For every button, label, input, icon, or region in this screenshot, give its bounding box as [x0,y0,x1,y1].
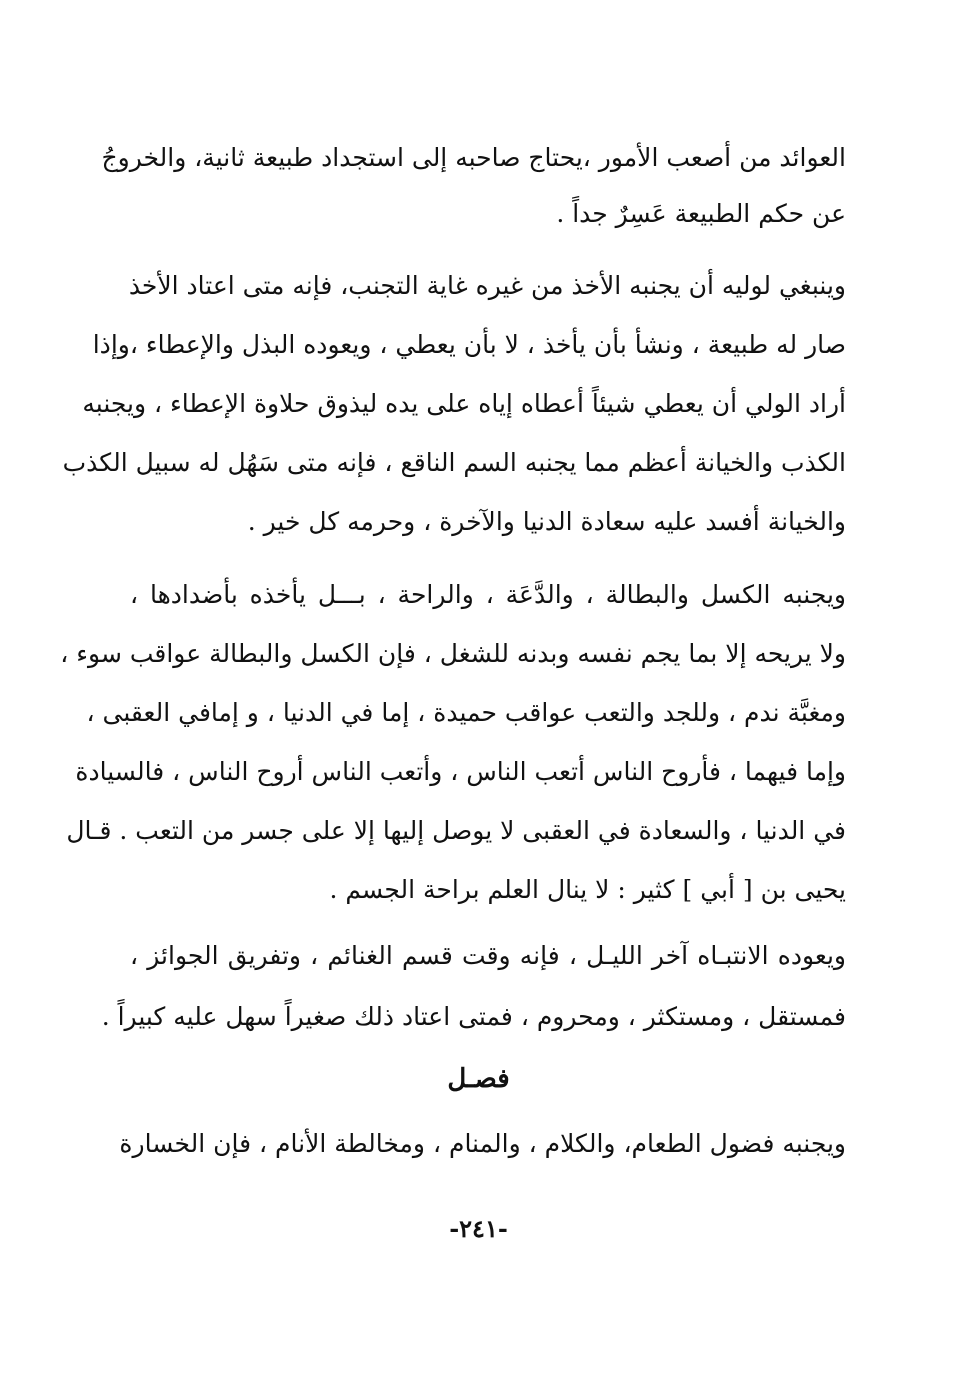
paragraph-2 [62,266,846,546]
paragraph-1 [101,138,846,228]
text-line: ومغبَّة ندم ، وللجد والتعب عواقب حميدة ، إما في الدنيا ، و إمافي العقبى ، [86,698,846,727]
paragraph-3 [60,575,846,915]
paragraph-4 [101,936,846,1036]
text-line: في الدنيا ، والسعادة في العقبى لا يوصل إليها إلا على جسر من التعب . قـال [66,816,846,845]
text-line: وينبغي لوليه أن يجنبه الأخذ من غيره غاية التجنب، فإنه متى اعتاد الأخذ [128,271,846,300]
text-line: ويعوده الانتبـاه آخر الليـل ، فإنه وقت قسم الغنائم ، وتفريق الجوائز ، [130,941,846,970]
text-line: عن حكم الطبيعة عَسِرٌ جداً . [556,199,846,228]
text-line: ويجنبه الكسل والبطالة ، والدَّعَة ، والراحة ، بـــل يأخذه بأضدادها ، [130,580,846,609]
text-line: الكذب والخيانة أعظم مما يجنبه السم الناقع ، فإنه متى سَهُل له سبيل الكذب [62,448,846,477]
text-line: أراد الولي أن يعطي شيئاً أعطاه إياه على يده ليذوق حلاوة الإعطاء ، ويجنبه [82,389,846,418]
text-line: ولا يريحه إلا بما يجم نفسه وبدنه للشغل ، فإن الكسل والبطالة عواقب سوء ، [60,639,846,668]
text-line: والخيانة أفسد عليه سعادة الدنيا والآخرة ، وحرمه كل خير . [247,507,846,536]
text-line: العوائد من أصعب الأمور ،يحتاج صاحبه إلى استجداد طبيعة ثانية، والخروجُ [101,143,846,172]
paragraph-5 [119,1124,846,1164]
page-number: -٢٤١- [449,1214,508,1243]
text-line: صار له طبيعة ، ونشأ بأن يأخذ ، لا بأن يعطي ، ويعوده البذل والإعطاء ،وإذا [92,330,846,359]
text-line: ويجنبه فضول الطعام، والكلام ، والمنام ، ومخالطة الأنام ، فإن الخسارة [119,1129,846,1158]
text-line: فمستقل ، ومستكثر ، ومحروم ، فمتى اعتاد ذلك صغيراً سهل عليه كبيراً . [101,1002,846,1031]
text-line: يحيى بن [ أبي ] كثير : لا ينال العلم براحة الجسم . [329,875,846,904]
text-line: وإما فيهما ، فأروح الناس أتعب الناس ، وأتعب الناس أروح الناس ، فالسيادة [75,757,846,786]
section-heading: فصـل [447,1064,510,1094]
